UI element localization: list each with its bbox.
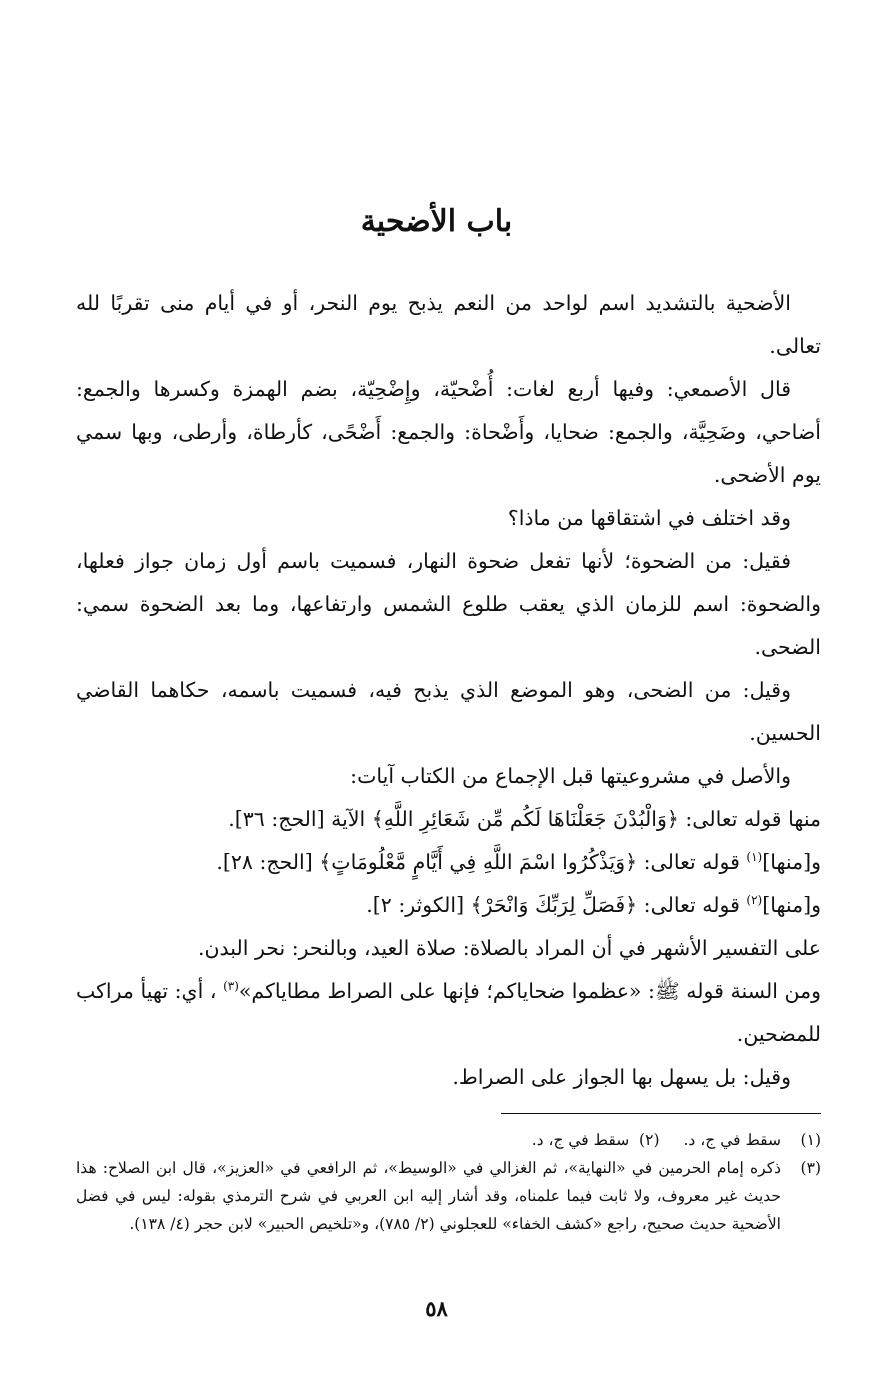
hadith-explanation: ، أي: تهيأ مراكب للمضحين. [76,979,821,1046]
footnote-text-1: سقط في ج، د. [683,1131,781,1149]
paragraph-verse-hajj-28 [76,841,821,884]
footnote-divider [501,1113,821,1114]
footnotes [76,1126,821,1238]
paragraph-tafsir: على التفسير الأشهر في أن المراد بالصلاة: صلاة العيد، وبالنحر: نحر البدن. [197,936,821,960]
verse-intro: و[منها] [762,850,821,874]
footnote-text-3: ذكره إمام الحرمين في «النهاية»، ثم الغزالي في «الوسيط»، ثم الرافعي في «العزيز»، قال ابن الصلاح: هذا حديث غير معروف، ولا ثابت فيما علمناه، وقد أشار إليه ابن العربي في شرح الترمذي بقوله: ليس في فضل الأضحية حديث صحيح، راجع «كشف الخفاء» للعجلوني (٢/ ٧٨٥)، و«تلخيص الحبير» لابن حجر (٤/ ١٣٨). [76,1159,781,1233]
paragraph-derivation-duha-time: فقيل: من الضحوة؛ لأنها تفعل ضحوة النهار، فسميت باسم أول زمان جواز فعلها، والضحوة: اسم للزمان الذي يعقب طلوع الشمس وارتفاعها، وما بعد الضحوة سمي: الضحى. [76,549,821,659]
footnote-3 [76,1154,821,1238]
main-text [76,282,821,1099]
chapter-title: باب الأضحية [360,204,513,239]
paragraph-legitimacy: والأصل في مشروعيتها قبل الإجماع من الكتاب آيات: [350,764,791,788]
paragraph-verse-kawthar-2 [76,884,821,927]
footnote-number-1: (١) [800,1131,821,1149]
page-number: ٥٨ [425,1296,448,1321]
footnote-ref-3[interactable]: (٣) [223,979,239,994]
verse-text: قوله تعالى: ﴿فَصَلِّ لِرَبِّكَ وَانْحَرْ﴾ [الكوثر: ٢]. [366,893,747,917]
verse-text: قوله تعالى: ﴿وَيَذْكُرُوا اسْمَ اللَّهِ فِي أَيَّامٍ مَّعْلُومَاتٍ﴾ [الحج: ٢٨]. [216,850,747,874]
footnote-number-3: (٣) [800,1159,821,1177]
paragraph-sirat: وقيل: بل يسهل بها الجواز على الصراط. [452,1065,791,1089]
verse-intro: و[منها] [762,893,821,917]
paragraph-sunnah [76,970,821,1056]
paragraph-derivation-place: وقيل: من الضحى، وهو الموضع الذي يذبح فيه، فسميت باسمه، حكاهما القاضي الحسين. [76,678,821,745]
paragraph-derivation-question: وقد اختلف في اشتقاقها من ماذا؟ [507,506,791,530]
footnote-ref-2[interactable]: (٢) [746,893,763,908]
paragraph-linguistic-forms: قال الأصمعي: وفيها أربع لغات: أُضْحيّة، وإِضْحِيّة، بضم الهمزة وكسرها والجمع: أضاحي، وضَحِيَّة، والجمع: ضحايا، وأَضْحاة: والجمع: أَضْحًى، كأرطاة، وأرطى، وبها سمي يوم الأضحى. [76,377,821,487]
footnote-number-2: (٢) [639,1131,660,1149]
paragraph-definition: الأضحية بالتشديد اسم لواحد من النعم يذبح يوم النحر، أو في أيام منى تقربًا لله تعالى. [76,291,821,358]
footnote-1-2 [76,1126,821,1154]
footnote-text-2: سقط في ج، د. [531,1131,630,1149]
paragraph-verse-hajj-36: منها قوله تعالى: ﴿وَالْبُدْنَ جَعَلْنَاهَا لَكُم مِّن شَعَائِرِ اللَّهِ﴾ الآية [الحج: ٣٦]. [228,807,821,831]
hadith-text: ومن السنة قوله ﷺ: «عظموا ضحاياكم؛ فإنها على الصراط مطاياكم» [238,979,821,1003]
footnote-ref-1[interactable]: (١) [746,850,763,865]
